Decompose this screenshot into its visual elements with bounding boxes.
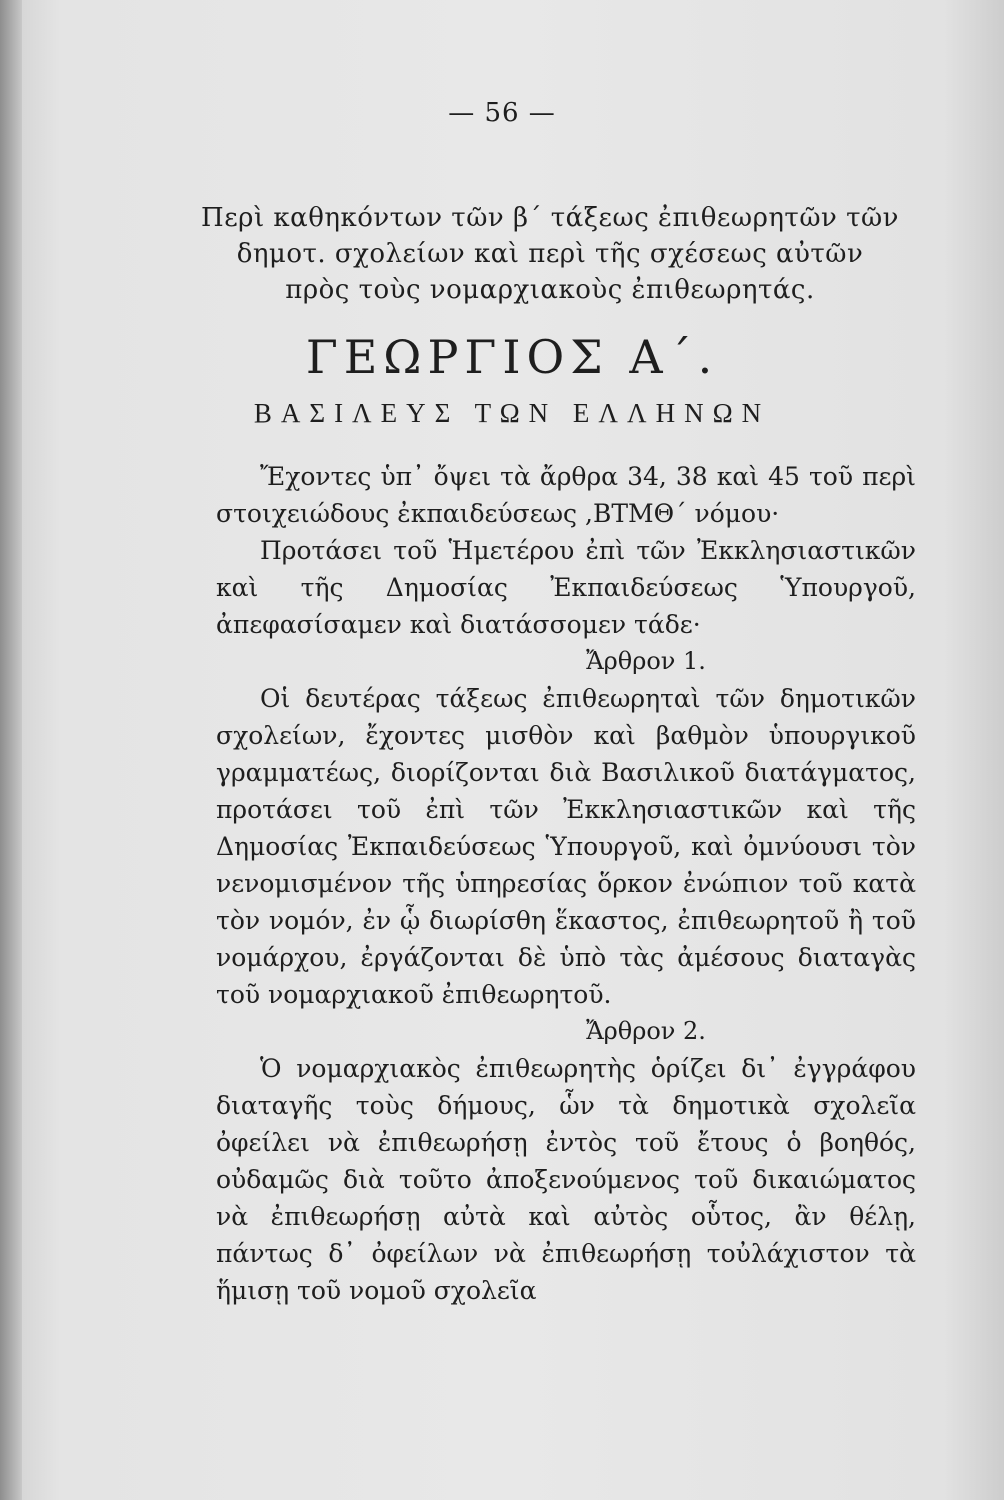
- preamble-paragraph: Ἔχοντες ὑπ᾽ ὄψει τὰ ἄρθρα 34, 38 καὶ 45 τοῦ περὶ στοιχειώδους ἐκπαιδεύσεως ,ΒΤΜΘ΄ νόμου·: [216, 462, 916, 528]
- article-heading: Ἄρθρον 1.: [586, 647, 706, 675]
- heading-line: πρὸς τοὺς νομαρχιακοὺς ἐπιθεωρητάς.: [285, 275, 815, 305]
- king-name: ΓΕΩΡΓΙΟΣ Α΄.: [305, 330, 719, 384]
- page-binding-edge: [0, 0, 22, 1500]
- heading-line: δημοτ. σχολείων καὶ περὶ τῆς σχέσεως αὐτῶν: [236, 239, 864, 269]
- preamble-paragraph: Προτάσει τοῦ Ἡμετέρου ἐπὶ τῶν Ἐκκλησιαστικῶν καὶ τῆς Δημοσίας Ἐκπαιδεύσεως Ὑπουργοῦ, ἀπεφασίσαμεν καὶ διατάσσομεν τάδε·: [216, 536, 916, 639]
- article-paragraph: Ὁ νομαρχιακὸς ἐπιθεωρητὴς ὁρίζει δι᾽ ἐγγράφου διαταγῆς τοὺς δήμους, ὧν τὰ δημοτικὰ σχολεῖα ὀφείλει νὰ ἐπιθεωρήσῃ ἐντὸς τοῦ ἔτους ὁ βοηθός, οὐδαμῶς διὰ τοῦτο ἀποξενούμενος τοῦ δικαιώματος νὰ ἐπιθεωρήσῃ αὐτὰ καὶ αὐτὸς οὗτος, ἂν θέλῃ, πάντως δ᾽ ὀφείλων νὰ ἐπιθεωρήσῃ τοὐλάχιστον τὰ ἥμισῃ τοῦ νομοῦ σχολεῖα: [216, 1054, 916, 1305]
- heading-line: Περὶ καθηκόντων τῶν β΄ τάξεως ἐπιθεωρητῶν τῶν: [201, 203, 899, 233]
- page-number: — 56 —: [448, 98, 556, 128]
- decree-body: [216, 458, 916, 1309]
- article-paragraph: Οἱ δευτέρας τάξεως ἐπιθεωρηταὶ τῶν δημοτικῶν σχολείων, ἔχοντες μισθὸν καὶ βαθμὸν ὑπουργικοῦ γραμματέως, διορίζονται διὰ Βασιλικοῦ διατάγματος, προτάσει τοῦ ἐπὶ τῶν Ἐκκλησιαστικῶν καὶ τῆς Δημοσίας Ἐκπαιδεύσεως Ὑπουργοῦ, καὶ ὀμνύουσι τὸν νενομισμένον τῆς ὑπηρεσίας ὅρκον ἐνώπιον τοῦ κατὰ τὸν νομόν, ἐν ᾧ διωρίσθη ἕκαστος, ἐπιθεωρητοῦ ἢ τοῦ νομάρχου, ἐργάζονται δὲ ὑπὸ τὰς ἀμέσους διαταγὰς τοῦ νομαρχιακοῦ ἐπιθεωρητοῦ.: [216, 684, 916, 1009]
- article-heading: Ἄρθρον 2.: [586, 1017, 706, 1045]
- section-heading: [180, 200, 920, 308]
- king-title: ΒΑΣΙΛΕΥΣ ΤΩΝ ΕΛΛΗΝΩΝ: [253, 398, 771, 428]
